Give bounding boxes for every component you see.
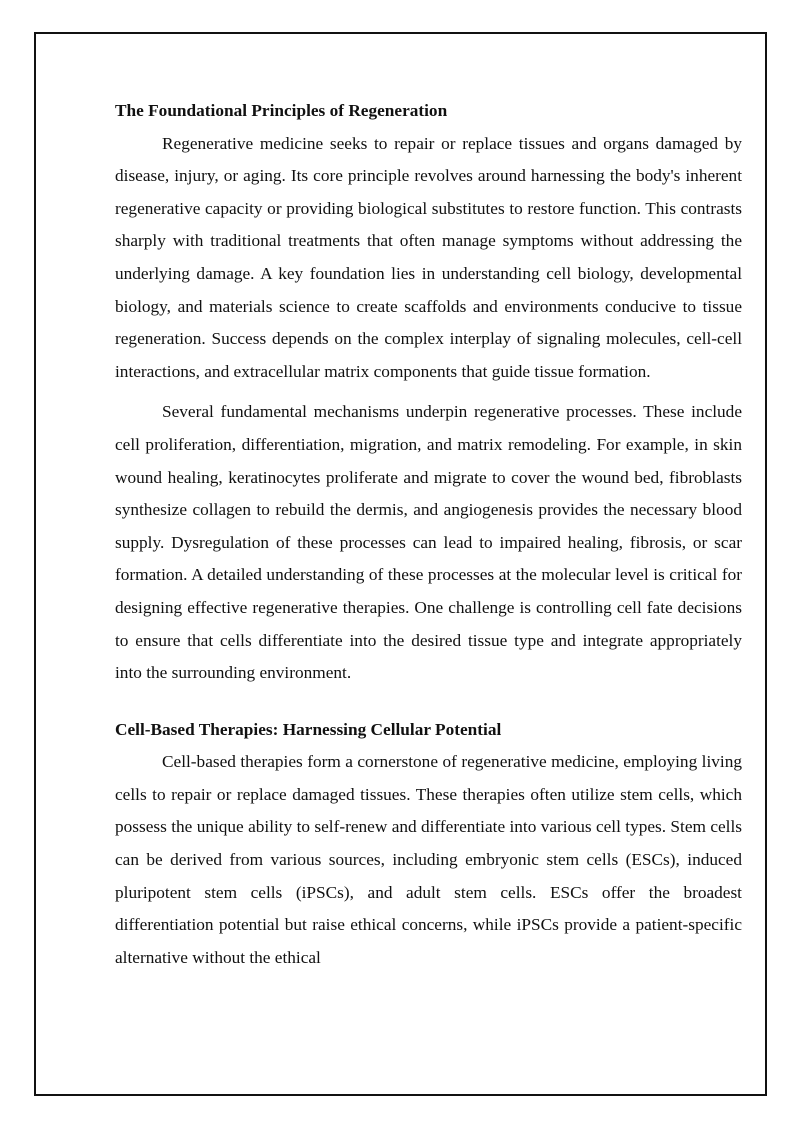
paragraph: Regenerative medicine seeks to repair or replace tissues and organs damaged by disease, injury, or aging. Its core principle revolves around harnessing the body's inherent regenerative capacity or providing biological substitutes to restore function. This contrasts sharply with traditional treatments that often manage symptoms without addressing the underlying damage. A key foundation lies in understanding cell biology, developmental biology, and materials science to create scaffolds and environments conducive to tissue regeneration. Success depends on the complex interplay of signaling molecules, cell-cell interactions, and extracellular matrix components that guide tissue formation.	[115, 133, 742, 381]
paragraph: Cell-based therapies form a cornerstone of regenerative medicine, employing living cells to repair or replace damaged tissues. These therapies often utilize stem cells, which possess the unique ability to self-renew and differentiate into various cell types. Stem cells can be derived from various sources, including embryonic stem cells (ESCs), induced pluripotent stem cells (iPSCs), and adult stem cells. ESCs offer the broadest differentiation potential but raise ethical concerns, while iPSCs provide a patient-specific alternative without the ethical	[115, 752, 742, 967]
section-heading-foundational-principles: The Foundational Principles of Regeneration	[115, 101, 448, 120]
section-heading-cell-based-therapies: Cell-Based Therapies: Harnessing Cellular Potential	[115, 719, 502, 739]
paragraph: Several fundamental mechanisms underpin regenerative processes. These include cell proliferation, differentiation, migration, and matrix remodeling. For example, in skin wound healing, keratinocytes proliferate and migrate to cover the wound bed, fibroblasts synthesize collagen to rebuild the dermis, and angiogenesis provides the necessary blood supply. Dysregulation of these processes can lead to impaired healing, fibrosis, or scar formation. A detailed understanding of these processes at the molecular level is critical for designing effective regenerative therapies. One challenge is controlling cell fate decisions to ensure that cells differentiate into the desired tissue type and integrate appropriately into the surrounding environment.	[115, 402, 742, 683]
document-body	[115, 95, 742, 974]
